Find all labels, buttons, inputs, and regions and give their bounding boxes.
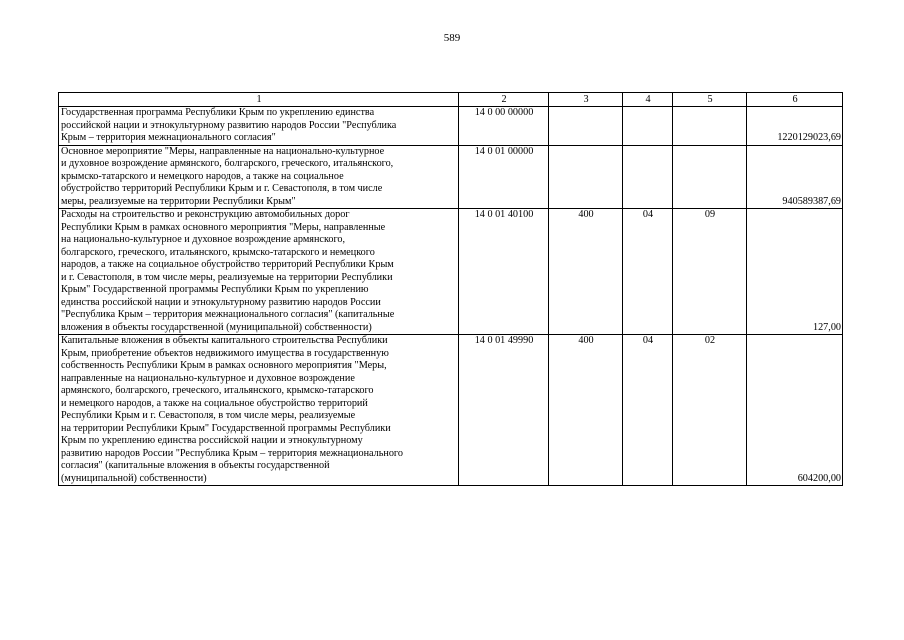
table-row [59,335,843,486]
row-expense-type [549,145,623,209]
row-amount: 604200,00 [747,335,843,486]
column-number-2: 2 [459,93,549,107]
row-section: 04 [623,335,673,486]
budget-table-body [59,93,843,486]
row-subsection: 02 [673,335,747,486]
table-row [59,107,843,146]
row-amount: 1220129023,69 [747,107,843,146]
row-section: 04 [623,209,673,335]
row-expense-type: 400 [549,335,623,486]
row-section [623,107,673,146]
row-description: Основное мероприятие "Меры, направленные на национально-культурное и духовное возрождение армянского, болгарского, греческого, итальянского, крымско-татарского и немецкого народов, а также на социальное обустройство территорий Республики Крым и г. Севастополя, в том числе меры, реализуемые на территории Республики Крым" [59,145,459,209]
row-amount: 940589387,69 [747,145,843,209]
row-subsection [673,145,747,209]
row-target-code: 14 0 00 00000 [459,107,549,146]
table-row [59,145,843,209]
table-header-row [59,93,843,107]
page-number: 589 [443,32,461,44]
column-number-6: 6 [747,93,843,107]
row-amount: 127,00 [747,209,843,335]
column-number-1: 1 [59,93,459,107]
row-target-code: 14 0 01 49990 [459,335,549,486]
row-expense-type: 400 [549,209,623,335]
column-number-3: 3 [549,93,623,107]
table-row [59,209,843,335]
row-subsection [673,107,747,146]
row-target-code: 14 0 01 00000 [459,145,549,209]
row-target-code: 14 0 01 40100 [459,209,549,335]
row-description: Расходы на строительство и реконструкцию автомобильных дорог Республики Крым в рамках основного мероприятия "Меры, направленные на национально-культурное и духовное возрождение армянского, болгарского, греческого, итальянского, крымско-татарского и немецкого народов, а также на социальное обустройство территорий Республики Крым и г. Севастополя, в том числе меры, реализуемые на территории Республики Крым" Государственной программы Республики Крым по укреплению единства российской нации и этнокультурному развитию народов России "Республика Крым – территория межнационального согласия" (капитальные вложения в объекты государственной (муниципальной) собственности) [59,209,459,335]
column-number-4: 4 [623,93,673,107]
budget-table [58,92,843,486]
row-section [623,145,673,209]
row-description: Государственная программа Республики Крым по укреплению единства российской нации и этнокультурному развитию народов России "Республика Крым – территория межнационального согласия" [59,107,459,146]
row-subsection: 09 [673,209,747,335]
column-number-5: 5 [673,93,747,107]
row-expense-type [549,107,623,146]
row-description: Капитальные вложения в объекты капитального строительства Республики Крым, приобретение объектов недвижимого имущества в государственную собственность Республики Крым в рамках основного мероприятия "Меры, направленные на национально-культурное и духовное возрождение армянского, болгарского, греческого, итальянского, крымско-татарского и немецкого народов, а также на социальное обустройство территорий Республики Крым и г. Севастополя, в том числе меры, реализуемые на территории Республики Крым" Государственной программы Республики Крым по укреплению единства российской нации и этнокультурному развитию народов России "Республика Крым – территория межнационального согласия" (капитальные вложения в объекты государственной (муниципальной) собственности) [59,335,459,486]
